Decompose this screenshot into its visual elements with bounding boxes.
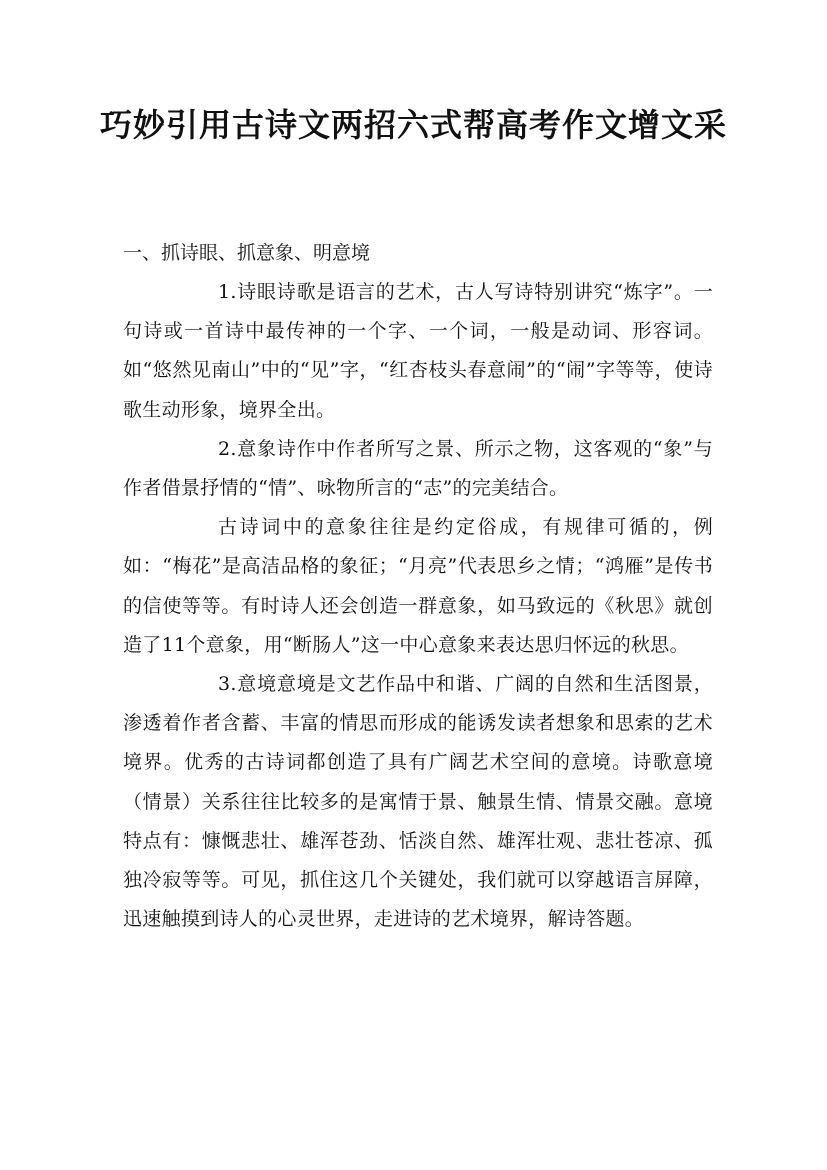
document-title: 巧妙引用古诗文两招六式帮高考作文增文采 (100, 106, 728, 144)
document-body (123, 233, 713, 939)
paragraph-imagery-examples: 古诗词中的意象往往是约定俗成，有规律可循的，例如：“梅花”是高洁品格的象征；“月亮”代表思乡之情；“鸿雁”是传书的信使等等。有时诗人还会创造一群意象，如马致远的《秋思》就创造了11个意象，用“断肠人”这一中心意象来表达思归怀远的秋思。 (123, 516, 713, 656)
section-heading: 一、抓诗眼、抓意象、明意境 (123, 242, 371, 264)
paragraph-artistic-conception: 3.意境意境是文艺作品中和谐、广阔的自然和生活图景，渗透着作者含蓄、丰富的情思而形成的能诱发读者想象和思索的艺术境界。优秀的古诗词都创造了具有广阔艺术空间的意境。诗歌意境（情景）关系往往比较多的是寓情于景、触景生情、情景交融。意境特点有：慷慨悲壮、雄浑苍劲、恬淡自然、雄浑壮观、悲壮苍凉、孤独冷寂等等。可见，抓住这几个关键处，我们就可以穿越语言屏障，迅速触摸到诗人的心灵世界，走进诗的艺术境界，解诗答题。 (123, 673, 713, 931)
paragraph-imagery: 2.意象诗作中作者所写之景、所示之物，这客观的“象”与作者借景抒情的“情”、咏物所言的“志”的完美结合。 (123, 437, 713, 500)
paragraph-poem-eye: 1.诗眼诗歌是语言的艺术，古人写诗特别讲究“炼字”。一句诗或一首诗中最传神的一个字、一个词，一般是动词、形容词。如“悠然见南山”中的“见”字，“红杏枝头春意闹”的“闹”字等等，使诗歌生动形象，境界全出。 (123, 281, 713, 421)
